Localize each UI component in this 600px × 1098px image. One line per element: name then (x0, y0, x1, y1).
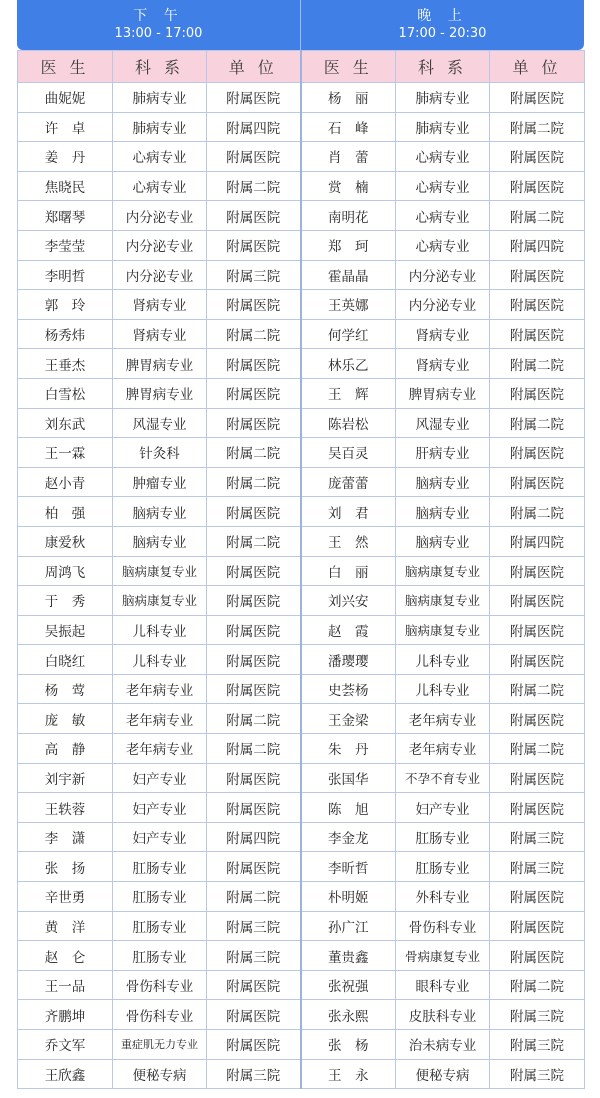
unit: 附属医院 (207, 497, 301, 527)
doctor-name: 王一霖 (18, 438, 113, 468)
unit: 附属医院 (207, 1030, 301, 1060)
table-row (18, 467, 585, 497)
unit: 附属医院 (490, 438, 585, 468)
column-header-unit: 单 位 (207, 51, 301, 83)
department: 儿科专业 (113, 615, 207, 645)
department: 脑病康复专业 (396, 615, 490, 645)
unit: 附属四院 (207, 112, 301, 142)
unit: 附属医院 (207, 290, 301, 320)
table-row (18, 586, 585, 616)
department: 老年病专业 (113, 734, 207, 764)
unit: 附属医院 (490, 793, 585, 823)
department: 脑病康复专业 (113, 556, 207, 586)
unit: 附属医院 (207, 378, 301, 408)
doctor-name: 柏 强 (18, 497, 113, 527)
department: 眼科专业 (396, 970, 490, 1000)
doctor-name: 杨 丽 (301, 83, 396, 113)
schedule-table-container (17, 0, 584, 1089)
doctor-name: 康爱秋 (18, 526, 113, 556)
doctor-name: 王 辉 (301, 378, 396, 408)
doctor-name: 张祝强 (301, 970, 396, 1000)
doctor-name: 郑 珂 (301, 230, 396, 260)
department: 脑病专业 (113, 497, 207, 527)
department: 脾胃病专业 (396, 378, 490, 408)
doctor-name: 李莹莹 (18, 230, 113, 260)
department: 心病专业 (396, 201, 490, 231)
unit: 附属二院 (207, 526, 301, 556)
doctor-name: 姜 丹 (18, 142, 113, 172)
doctor-name: 陈岩松 (301, 408, 396, 438)
doctor-name: 齐鹏坤 (18, 1000, 113, 1030)
column-header-department: 科 系 (396, 51, 490, 83)
unit: 附属医院 (490, 941, 585, 971)
unit: 附属医院 (490, 586, 585, 616)
department: 脑病专业 (396, 526, 490, 556)
doctor-name: 王轶蓉 (18, 793, 113, 823)
doctor-name: 张永熙 (301, 1000, 396, 1030)
unit: 附属二院 (490, 408, 585, 438)
department: 不孕不育专业 (396, 763, 490, 793)
unit: 附属三院 (490, 852, 585, 882)
table-row (18, 201, 585, 231)
doctor-name: 杨 莺 (18, 674, 113, 704)
unit: 附属医院 (207, 645, 301, 675)
table-row (18, 763, 585, 793)
doctor-name: 赏 楠 (301, 171, 396, 201)
doctor-name: 白晓红 (18, 645, 113, 675)
department: 肛肠专业 (396, 852, 490, 882)
department: 肾病专业 (396, 349, 490, 379)
doctor-name: 赵 霞 (301, 615, 396, 645)
doctor-name: 潘璎璎 (301, 645, 396, 675)
session-time: 17:00 - 20:30 (398, 26, 487, 41)
table-row (18, 142, 585, 172)
unit: 附属四院 (490, 526, 585, 556)
session-time: 13:00 - 17:00 (114, 26, 203, 41)
unit: 附属医院 (490, 882, 585, 912)
afternoon-session-header (17, 0, 300, 50)
doctor-name: 王一品 (18, 970, 113, 1000)
unit: 附属三院 (207, 260, 301, 290)
doctor-name: 白 丽 (301, 556, 396, 586)
doctor-name: 焦晓民 (18, 171, 113, 201)
table-row (18, 1030, 585, 1060)
unit: 附属二院 (490, 970, 585, 1000)
unit: 附属医院 (490, 645, 585, 675)
unit: 附属医院 (490, 83, 585, 113)
unit: 附属二院 (207, 438, 301, 468)
unit: 附属医院 (490, 704, 585, 734)
doctor-name: 赵 仑 (18, 941, 113, 971)
department: 心病专业 (113, 171, 207, 201)
unit: 附属医院 (207, 586, 301, 616)
doctor-name: 何学红 (301, 319, 396, 349)
department: 内分泌专业 (113, 230, 207, 260)
unit: 附属医院 (207, 615, 301, 645)
unit: 附属医院 (490, 378, 585, 408)
unit: 附属医院 (490, 171, 585, 201)
department: 妇产专业 (396, 793, 490, 823)
doctor-name: 李明哲 (18, 260, 113, 290)
doctor-name: 张国华 (301, 763, 396, 793)
doctor-name: 白雪松 (18, 378, 113, 408)
table-row (18, 260, 585, 290)
doctor-name: 黄 洋 (18, 911, 113, 941)
doctor-name: 张 扬 (18, 852, 113, 882)
department: 肛肠专业 (396, 822, 490, 852)
doctor-name: 陈 旭 (301, 793, 396, 823)
unit: 附属三院 (490, 1000, 585, 1030)
department: 针灸科 (113, 438, 207, 468)
unit: 附属三院 (490, 822, 585, 852)
unit: 附属二院 (490, 349, 585, 379)
session-label: 晚 上 (417, 8, 468, 24)
table-row (18, 882, 585, 912)
unit: 附属医院 (490, 260, 585, 290)
doctor-name: 刘 君 (301, 497, 396, 527)
column-header-department: 科 系 (113, 51, 207, 83)
table-row (18, 704, 585, 734)
column-header-doctor: 医 生 (18, 51, 113, 83)
department: 脑病康复专业 (396, 586, 490, 616)
unit: 附属四院 (490, 230, 585, 260)
table-row (18, 734, 585, 764)
session-label: 下 午 (133, 8, 184, 24)
department: 骨伤科专业 (113, 1000, 207, 1030)
table-row (18, 911, 585, 941)
table-row (18, 645, 585, 675)
department: 脑病专业 (396, 497, 490, 527)
department: 外科专业 (396, 882, 490, 912)
doctor-name: 董贵鑫 (301, 941, 396, 971)
unit: 附属二院 (490, 497, 585, 527)
department: 心病专业 (113, 142, 207, 172)
unit: 附属三院 (490, 1059, 585, 1089)
unit: 附属二院 (207, 882, 301, 912)
unit: 附属医院 (490, 615, 585, 645)
unit: 附属二院 (207, 171, 301, 201)
department: 肛肠专业 (113, 911, 207, 941)
unit: 附属医院 (207, 349, 301, 379)
table-row (18, 112, 585, 142)
department: 肝病专业 (396, 438, 490, 468)
unit: 附属医院 (207, 201, 301, 231)
unit: 附属二院 (207, 704, 301, 734)
table-row (18, 171, 585, 201)
doctor-name: 李 潇 (18, 822, 113, 852)
department: 骨病康复专业 (396, 941, 490, 971)
unit: 附属医院 (207, 1000, 301, 1030)
department: 脾胃病专业 (113, 378, 207, 408)
unit: 附属三院 (207, 1059, 301, 1089)
unit: 附属医院 (490, 556, 585, 586)
department: 内分泌专业 (396, 260, 490, 290)
session-header-bar (17, 0, 584, 50)
unit: 附属二院 (490, 734, 585, 764)
department: 妇产专业 (113, 822, 207, 852)
unit: 附属医院 (207, 852, 301, 882)
department: 肾病专业 (113, 319, 207, 349)
unit: 附属医院 (207, 230, 301, 260)
doctor-name: 庞 敏 (18, 704, 113, 734)
department: 骨伤科专业 (396, 911, 490, 941)
doctor-name: 辛世勇 (18, 882, 113, 912)
doctor-name: 刘兴安 (301, 586, 396, 616)
department: 风湿专业 (396, 408, 490, 438)
table-row (18, 1000, 585, 1030)
department: 脑病专业 (396, 467, 490, 497)
unit: 附属医院 (490, 290, 585, 320)
doctor-name: 王 然 (301, 526, 396, 556)
unit: 附属医院 (207, 793, 301, 823)
doctor-name: 许 卓 (18, 112, 113, 142)
unit: 附属医院 (490, 911, 585, 941)
doctor-name: 王 永 (301, 1059, 396, 1089)
unit: 附属二院 (207, 467, 301, 497)
department: 肺病专业 (396, 112, 490, 142)
unit: 附属医院 (490, 467, 585, 497)
table-row (18, 319, 585, 349)
department: 心病专业 (396, 171, 490, 201)
doctor-name: 赵小青 (18, 467, 113, 497)
department: 内分泌专业 (396, 290, 490, 320)
doctor-name: 高 静 (18, 734, 113, 764)
unit: 附属医院 (207, 674, 301, 704)
doctor-name: 王欣鑫 (18, 1059, 113, 1089)
department: 儿科专业 (113, 645, 207, 675)
unit: 附属二院 (490, 112, 585, 142)
doctor-name: 孙广江 (301, 911, 396, 941)
table-row (18, 497, 585, 527)
unit: 附属三院 (207, 941, 301, 971)
department: 风湿专业 (113, 408, 207, 438)
department: 老年病专业 (113, 704, 207, 734)
table-row (18, 970, 585, 1000)
department: 脑病康复专业 (113, 586, 207, 616)
doctor-name: 吴振起 (18, 615, 113, 645)
department: 皮肤科专业 (396, 1000, 490, 1030)
department: 儿科专业 (396, 645, 490, 675)
table-row (18, 526, 585, 556)
unit: 附属三院 (490, 1030, 585, 1060)
doctor-name: 乔文军 (18, 1030, 113, 1060)
unit: 附属三院 (207, 911, 301, 941)
table-row (18, 941, 585, 971)
doctor-name: 石 峰 (301, 112, 396, 142)
doctor-name: 曲妮妮 (18, 83, 113, 113)
unit: 附属二院 (207, 319, 301, 349)
doctor-name: 杨秀炜 (18, 319, 113, 349)
table-row (18, 674, 585, 704)
doctor-name: 于 秀 (18, 586, 113, 616)
doctor-name: 霍晶晶 (301, 260, 396, 290)
department: 老年病专业 (396, 704, 490, 734)
doctor-name: 刘东武 (18, 408, 113, 438)
department: 内分泌专业 (113, 260, 207, 290)
doctor-name: 林乐乙 (301, 349, 396, 379)
department: 治未病专业 (396, 1030, 490, 1060)
table-row (18, 615, 585, 645)
doctor-name: 王英娜 (301, 290, 396, 320)
department: 妇产专业 (113, 793, 207, 823)
doctor-name: 吴百灵 (301, 438, 396, 468)
unit: 附属二院 (490, 674, 585, 704)
unit: 附属医院 (207, 970, 301, 1000)
department: 便秘专病 (396, 1059, 490, 1089)
department: 便秘专病 (113, 1059, 207, 1089)
table-row (18, 378, 585, 408)
schedule-body (18, 83, 585, 1089)
table-row (18, 83, 585, 113)
evening-session-header (300, 0, 584, 50)
department: 心病专业 (396, 142, 490, 172)
unit: 附属医院 (207, 83, 301, 113)
column-header-doctor: 医 生 (301, 51, 396, 83)
table-row (18, 438, 585, 468)
doctor-name: 李昕哲 (301, 852, 396, 882)
department: 儿科专业 (396, 674, 490, 704)
department: 肺病专业 (396, 83, 490, 113)
doctor-name: 郭 玲 (18, 290, 113, 320)
doctor-name: 朱 丹 (301, 734, 396, 764)
department: 脑病康复专业 (396, 556, 490, 586)
department: 肺病专业 (113, 112, 207, 142)
doctor-name: 王垂杰 (18, 349, 113, 379)
table-row (18, 852, 585, 882)
table-row (18, 349, 585, 379)
unit: 附属医院 (490, 319, 585, 349)
department: 重症肌无力专业 (113, 1030, 207, 1060)
doctor-name: 庞蕾蕾 (301, 467, 396, 497)
table-row (18, 556, 585, 586)
doctor-name: 肖 蕾 (301, 142, 396, 172)
doctor-schedule-table (17, 50, 585, 1089)
table-row (18, 1059, 585, 1089)
unit: 附属二院 (207, 734, 301, 764)
unit: 附属医院 (490, 142, 585, 172)
doctor-name: 南明花 (301, 201, 396, 231)
department: 老年病专业 (396, 734, 490, 764)
department: 脑病专业 (113, 526, 207, 556)
department: 肾病专业 (396, 319, 490, 349)
column-header-row (18, 51, 585, 83)
table-row (18, 290, 585, 320)
doctor-name: 张 杨 (301, 1030, 396, 1060)
unit: 附属医院 (207, 142, 301, 172)
table-row (18, 822, 585, 852)
department: 肛肠专业 (113, 941, 207, 971)
table-row (18, 230, 585, 260)
department: 骨伤科专业 (113, 970, 207, 1000)
unit: 附属四院 (207, 822, 301, 852)
department: 脾胃病专业 (113, 349, 207, 379)
unit: 附属医院 (207, 556, 301, 586)
department: 内分泌专业 (113, 201, 207, 231)
department: 肛肠专业 (113, 852, 207, 882)
doctor-name: 郑曙琴 (18, 201, 113, 231)
unit: 附属医院 (207, 408, 301, 438)
doctor-name: 刘宇新 (18, 763, 113, 793)
doctor-name: 史荟杨 (301, 674, 396, 704)
unit: 附属医院 (207, 763, 301, 793)
doctor-name: 李金龙 (301, 822, 396, 852)
column-header-unit: 单 位 (490, 51, 585, 83)
department: 肿瘤专业 (113, 467, 207, 497)
table-row (18, 793, 585, 823)
department: 心病专业 (396, 230, 490, 260)
department: 老年病专业 (113, 674, 207, 704)
department: 妇产专业 (113, 763, 207, 793)
doctor-name: 周鸿飞 (18, 556, 113, 586)
table-row (18, 408, 585, 438)
doctor-name: 王金梁 (301, 704, 396, 734)
unit: 附属医院 (490, 763, 585, 793)
doctor-name: 朴明姬 (301, 882, 396, 912)
unit: 附属二院 (490, 201, 585, 231)
department: 肛肠专业 (113, 882, 207, 912)
department: 肾病专业 (113, 290, 207, 320)
department: 肺病专业 (113, 83, 207, 113)
